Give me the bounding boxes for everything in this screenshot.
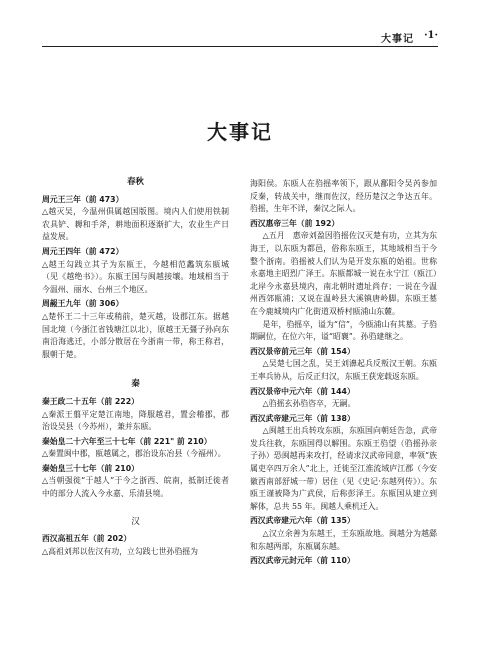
entry-paragraph: △汉立余善为东越王，王东瓯故地。闽越分为越繇和东越两部，东瓯属东越。 — [250, 529, 437, 551]
right-column — [250, 178, 437, 568]
running-title: 大事记 — [381, 34, 414, 45]
entry-heading: 周元王四年（前 472） — [42, 246, 124, 256]
entry-heading: 西汉景帝前元三年（前 154） — [250, 346, 355, 356]
entry-heading: 西汉景帝中元六年（前 144） — [250, 386, 355, 396]
left-column — [42, 175, 229, 558]
entry-paragraph: 是年，驺摇卒，谥为“信”，今瓯浦山有其墓。子驺期嗣位，在位六年，谥“昭襄”。孙驺建继之。 — [250, 319, 437, 342]
entry-heading: 周赧王九年（前 306） — [42, 299, 124, 309]
entry-body: △楚怀王二十三年或稍前，楚灭越，设郡江东。据越国北境（今浙江省钱塘江以北），原越王无彊子孙向东南沿海逃迁，小部分散居在今浙南一带，称王称君，服朝于楚。 — [42, 311, 229, 359]
entry-body: △秦派王翦平定楚江南地，降服越君，置会稽郡，郡治设吴县（今苏州），兼并东瓯。 — [42, 409, 229, 432]
entry-paragraph: △五月 惠帝刘盈因驺摇佐汉灭楚有功，立其为东海王，以东瓯为都邑，俗称东瓯王，其地域相当于今整个浙南。驺摇被人们认为是开发东瓯的始祖。世称永嘉地主昭烈广泽王。东瓯都城一说在永宁江（瓯江）北岸今永嘉县境内，南北朝时遗址尚存；一说在今温州西郊瓯浦；又说在温岭县大溪镇唐岭脚。东瓯王墓在今鹿城境内广化街道双桥村瓯浦山东麓。 — [250, 231, 437, 316]
entry-heading: 西汉武帝元封元年（前 110） — [250, 556, 355, 566]
entry-paragraph: △驺摇玄孙驺咨卒，无嗣。 — [262, 399, 356, 409]
page-header — [0, 0, 480, 50]
entry-paragraph: △吴楚七国之乱，吴王刘濞起兵反叛汉王朝。东瓯王率兵协从，后反正归汉，东瓯王获宠载返东瓯。 — [250, 359, 437, 381]
entry-body: △高祖刘邦以佐汉有功，立勾践七世孙驺摇为 — [42, 546, 198, 556]
section-heading-han: 汉 — [131, 515, 140, 526]
entry-body: △秦置闽中郡，瓯越属之，郡治设东冶县（今福州）。 — [42, 449, 226, 459]
header-rule — [42, 46, 438, 47]
entry-paragraph: △闽越王出兵转攻东瓯，东瓯国向朝廷告急，武帝发兵往救，东瓯国得以解围。东瓯王驺望（驺摇孙亲子孙）恐闽越再来攻打，经请求汉武帝同意，率领“族属吏卒四万余人”北上，迁徙至江淮流域庐江郡（今安徽西南部舒城一带）居住（见《史记·东越列传》）。东瓯王谨被降为广武侯，后称彭泽王。东瓯国从建立到解体，总共 55 年。闽越人乘机迁入。 — [250, 426, 437, 511]
entry-heading: 秦始皇三十七年（前 210） — [42, 463, 139, 473]
entry-heading: 周元王三年（前 473） — [42, 194, 124, 204]
entry-heading: 西汉惠帝三年（前 192） — [250, 218, 340, 228]
entry-body: △越灭吴，今温州俱属越国版图。境内人们使用铁制农具铲、耨和手斧，耕地面积逐渐扩大，农业生产日益发展。 — [42, 207, 229, 242]
entry-heading: 西汉武帝建元三年（前 138） — [250, 413, 355, 423]
section-heading-spring-autumn: 春秋 — [127, 176, 144, 186]
page-title: 大事记 — [207, 120, 273, 144]
continued-text: 海阳侯。东瓯人在驺摇率领下，跟从鄱阳令吴芮参加反秦，转战关中，继而佐汉，经历楚汉之争达五年。驺摇，生年不详，秦汉之际人。 — [250, 179, 437, 214]
entry-body: △越王勾践立其子为东瓯王，今越相范蠡筑东瓯城（见《越绝书》）。东瓯王国与闽越接壤。地域相当于今温州、丽水、台州三个地区。 — [42, 259, 229, 294]
entry-heading: 西汉高祖五年（前 202） — [42, 534, 132, 544]
section-heading-qin: 秦 — [131, 378, 140, 389]
entry-heading: 秦始皇二十六年至三十七年（前 221" 前 210） — [42, 436, 212, 446]
page-number: ·1· — [424, 30, 438, 41]
entry-heading: 西汉武帝建元六年（前 135） — [250, 516, 355, 526]
entry-body: △当朝强徙“于越人”于今之浙西、皖南，抵制迁徙者中的部分人流入今永嘉、乐清县境。 — [42, 476, 229, 499]
entry-heading: 秦王政二十五年（前 222） — [42, 396, 139, 406]
